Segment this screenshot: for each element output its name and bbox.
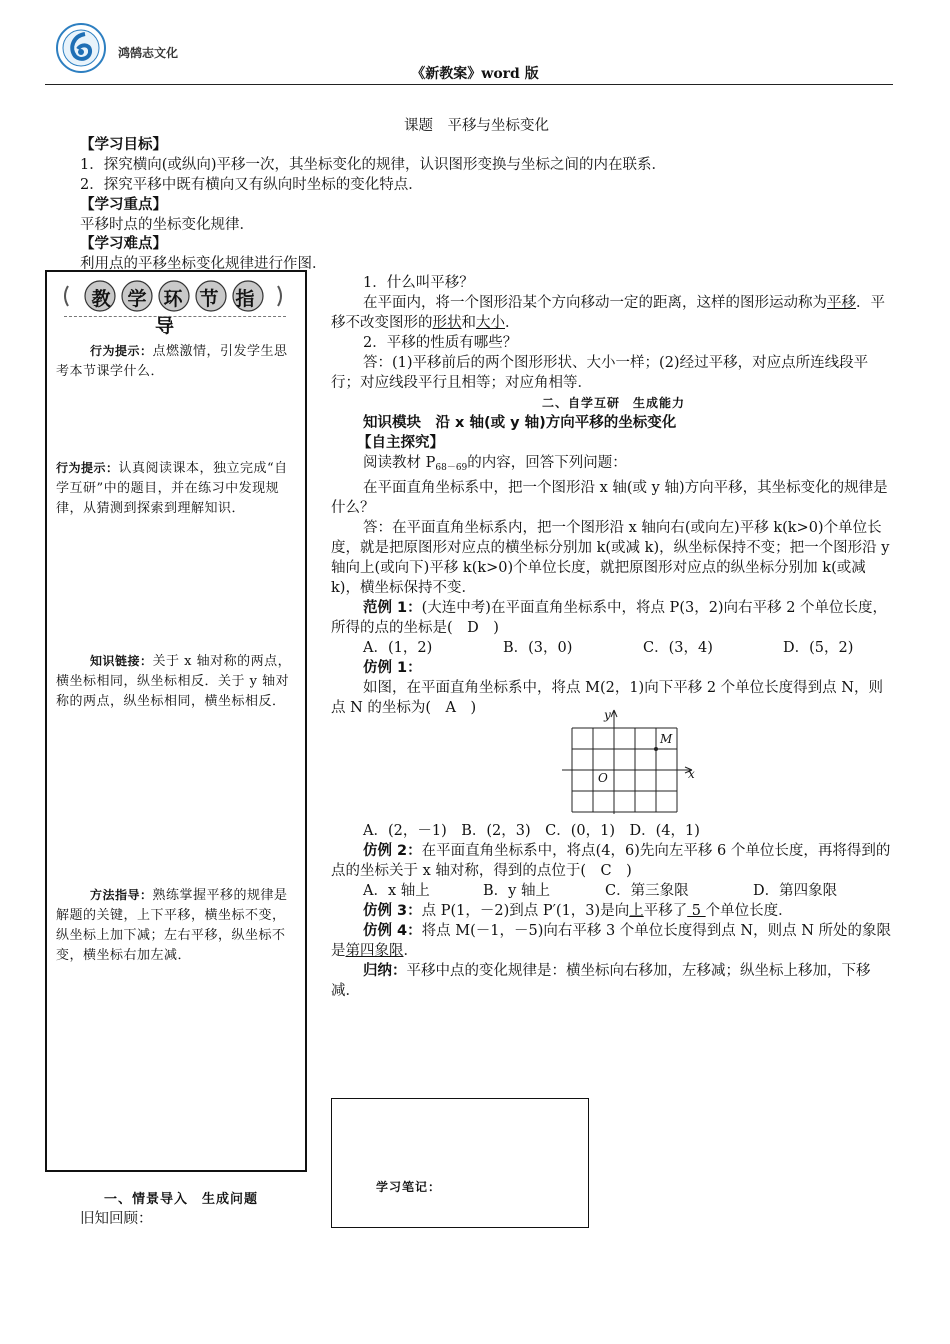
summary	[331, 961, 896, 1001]
follow-3-blank-1: 上	[629, 903, 644, 919]
option-d: D．(5，2)	[783, 640, 854, 656]
follow-2-label: 仿例 2：	[363, 843, 422, 859]
knowledge-module-heading: 知识模块 沿 x 轴(或 y 轴)方向平移的坐标变化	[363, 415, 677, 431]
graph-y-label: y	[604, 708, 611, 722]
follow-4-label: 仿例 4：	[363, 923, 422, 939]
banner-divider	[64, 316, 286, 317]
explore-answer: 答：在平面直角坐标系内，把一个图形沿 x 轴向右(或向左)平移 k(k>0)个单位长度，就是把原图形对应点的横坐标分别加 k(或减 k)，纵坐标保持不变；把一个图形沿 y 轴向上(或向下)平移 k(k>0)个单位长度，就把原图形对应点的纵坐标分别加 k(或减 k)，横坐标保持不变．	[331, 520, 890, 596]
section-2-heading: 二、自学互研 生成能力	[541, 396, 685, 410]
option-c: C．第三象限	[605, 883, 689, 899]
goals-heading: 【学习目标】	[80, 137, 167, 153]
follow-4-text: ．	[403, 943, 418, 959]
option-a: A．(1，2)	[363, 640, 433, 656]
question-1: 1．什么叫平移？	[363, 275, 474, 291]
answer-1-part: ．平移不改变图形的	[331, 295, 885, 331]
difficulty-text: 利用点的平移坐标变化规律进行作图．	[80, 256, 327, 272]
follow-1-text: 如图，在平面直角坐标系中，将点 M(2，1)向下平移 2 个单位长度得到点 N，则点 N 的坐标为( A )	[331, 680, 883, 716]
example-1	[331, 598, 896, 638]
question-2: 2．平移的性质有哪些？	[363, 335, 518, 351]
section-1-heading: 一、情景导入 生成问题	[104, 1192, 259, 1207]
answer-1-blank-3: 大小	[476, 315, 505, 331]
answer-1-blank-2: 形状	[432, 315, 462, 331]
follow-4-text: 将点 M(－1，－5)向右平移 3 个单位长度得到点 N，则点 N 所处的象限是	[331, 923, 892, 959]
explore-question: 在平面直角坐标系中，把一个图形沿 x 轴(或 y 轴)方向平移，其坐标变化的规律是什么？	[331, 480, 888, 516]
tip-behavior-1	[56, 341, 296, 382]
lesson-title: 课题 平移与坐标变化	[404, 118, 549, 134]
difficulty-heading: 【学习难点】	[80, 236, 167, 252]
follow-4	[331, 921, 896, 961]
option-a: A．x 轴上	[363, 883, 430, 899]
answer-1-blank-1: 平移	[827, 295, 856, 311]
graph-x-label: x	[688, 767, 695, 781]
document-title: 《新教案》word 版	[411, 66, 539, 82]
review-label: 旧知回顾：	[80, 1211, 153, 1227]
follow-1-options: A．(2，－1) B．(2，3) C．(0，1) D．(4，1)	[363, 823, 700, 839]
tip-1-text: 点燃激情，引发学生思考本节课学什么．	[56, 344, 288, 379]
guidance-sidebar	[45, 270, 307, 1172]
follow-3-text: 平移了	[643, 903, 688, 919]
follow-3-blank-2: 5	[687, 903, 706, 919]
key-heading: 【学习重点】	[80, 197, 167, 213]
banner-title: 教学环节指导	[91, 288, 272, 337]
graph-point-m-label: M	[660, 732, 673, 746]
self-explore-heading: 【自主探究】	[357, 435, 444, 451]
reading-pages: 68－69	[435, 463, 468, 473]
example-1-options	[331, 638, 896, 658]
option-c: C．(3，4)	[643, 640, 713, 656]
answer-2: 答：(1)平移前后的两个图形形状、大小一样；(2)经过平移，对应点所连线段平行；对应线段平行且相等；对应角相等．	[331, 355, 869, 391]
coordinate-grid-figure	[562, 706, 702, 816]
study-notes-box[interactable]	[331, 1098, 589, 1228]
brand-name: 鸿鹄志文化	[118, 46, 179, 60]
follow-3-text: 点 P(1，－2)到点 P′(1，3)是向	[421, 903, 630, 919]
key-text: 平移时点的坐标变化规律．	[80, 217, 254, 233]
follow-4-blank: 第四象限	[345, 943, 404, 959]
example-1-text: (大连中考)在平面直角坐标系中，将点 P(3，2)向右平移 2 个单位长度，所得的点的坐标是( D )	[331, 600, 888, 636]
tip-behavior-2	[56, 458, 296, 519]
option-d: D．第四象限	[753, 883, 838, 899]
graph-origin-label: O	[598, 771, 608, 785]
follow-2-options	[331, 881, 896, 901]
header-divider	[45, 84, 893, 85]
answer-1-part: 和	[461, 315, 476, 331]
tip-1-label: 行为提示：	[90, 344, 153, 358]
follow-3-label: 仿例 3：	[363, 903, 422, 919]
goal-1: 1．探究横向(或纵向)平移一次，其坐标变化的规律，认识图形变换与坐标之间的内在联系．	[80, 157, 667, 173]
follow-2	[331, 841, 896, 881]
reading-text: 阅读教材 P	[363, 455, 436, 471]
reading-instruction	[331, 453, 896, 478]
link-label: 知识链接：	[90, 654, 153, 668]
follow-2-text: 在平面直角坐标系中，将点(4，6)先向左平移 6 个单位长度，再将得到的点的坐标关于 x 轴对称，得到的点位于( C )	[331, 843, 891, 879]
tip-2-label: 行为提示：	[56, 461, 119, 475]
reading-text: 的内容，回答下列问题：	[467, 455, 627, 471]
knowledge-link	[56, 651, 296, 712]
tip-2-text: 认真阅读课本，独立完成“自学互研”中的题目，并在练习中发现规律，从猜测到探索到理解知识．	[56, 461, 288, 516]
method-guide	[56, 885, 296, 966]
follow-3-text: 个单位长度．	[705, 903, 793, 919]
method-label: 方法指导：	[90, 888, 153, 902]
summary-text: 平移中点的变化规律是：横坐标向右移加，左移减；纵坐标上移加，下移减．	[331, 963, 871, 999]
follow-1-label: 仿例 1：	[363, 660, 422, 676]
option-b: B．y 轴上	[483, 883, 550, 899]
study-notes-label: 学习笔记：	[376, 1180, 442, 1194]
follow-3	[331, 901, 896, 921]
link-text: 关于 x 轴对称的两点，横坐标相同，纵坐标相反．关于 y 轴对称的两点，纵坐标相同，横坐标相反．	[56, 654, 292, 709]
method-text: 熟练掌握平移的规律是解题的关键，上下平移，横坐标不变，纵坐标上加下减；左右平移，纵坐标不变，横坐标右加左减．	[56, 888, 288, 963]
answer-1-part: ．	[505, 315, 520, 331]
goal-2: 2．探究平移中既有横向又有纵向时坐标的变化特点．	[80, 177, 423, 193]
answer-1	[331, 293, 896, 333]
answer-1-part: 在平面内，将一个图形沿某个方向移动一定的距离，这样的图形运动称为	[363, 295, 827, 311]
option-b: B．(3，0)	[503, 640, 573, 656]
summary-label: 归纳：	[363, 963, 407, 979]
example-1-label: 范例 1：	[363, 600, 422, 616]
